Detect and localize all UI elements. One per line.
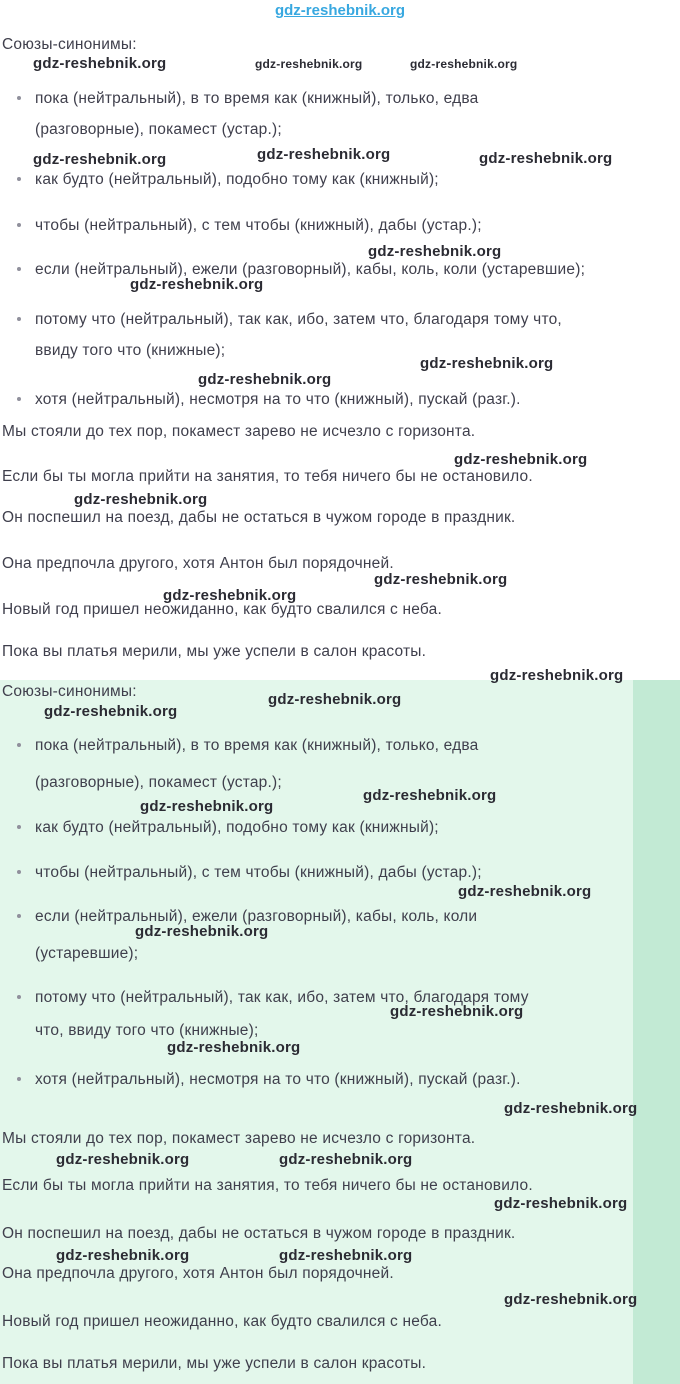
watermark: gdz-reshebnik.org	[279, 1247, 413, 1264]
watermark: gdz-reshebnik.org	[504, 1100, 638, 1117]
watermark: gdz-reshebnik.org	[458, 883, 592, 900]
watermark: gdz-reshebnik.org	[167, 1039, 301, 1056]
bullet-line: хотя (нейтральный), несмотря на то что (книжный), пускай (разг.).	[35, 391, 521, 408]
watermark: gdz-reshebnik.org	[56, 1151, 190, 1168]
bullet-line: как будто (нейтральный), подобно тому как (книжный);	[35, 171, 439, 188]
bullet-dot	[17, 995, 21, 999]
bullet-line: потому что (нейтральный), так как, ибо, затем что, благодаря тому что,	[35, 311, 562, 328]
section2-heading: Союзы-синонимы:	[2, 683, 137, 700]
watermark: gdz-reshebnik.org	[279, 1151, 413, 1168]
bullet-line: хотя (нейтральный), несмотря на то что (книжный), пускай (разг.).	[35, 1071, 521, 1088]
panel-edge-stripe	[633, 680, 680, 1384]
bullet-line: потому что (нейтральный), так как, ибо, затем что, благодаря тому	[35, 989, 529, 1006]
watermark: gdz-reshebnik.org	[56, 1247, 190, 1264]
watermark: gdz-reshebnik.org	[140, 798, 274, 815]
bullet-dot	[17, 1077, 21, 1081]
sentence: Он поспешил на поезд, дабы не остаться в чужом городе в праздник.	[2, 509, 516, 526]
bullet-line: чтобы (нейтральный), с тем чтобы (книжный), дабы (устар.);	[35, 864, 482, 881]
watermark: gdz-reshebnik.org	[74, 491, 208, 508]
bullet-line: чтобы (нейтральный), с тем чтобы (книжный), дабы (устар.);	[35, 217, 482, 234]
sentence: Мы стояли до тех пор, покамест зарево не исчезло с горизонта.	[2, 1130, 476, 1147]
bullet-dot	[17, 177, 21, 181]
watermark: gdz-reshebnik.org	[257, 146, 391, 163]
watermark: gdz-reshebnik.org	[255, 57, 363, 71]
watermark: gdz-reshebnik.org	[198, 371, 332, 388]
watermark: gdz-reshebnik.org	[390, 1003, 524, 1020]
sentence: Новый год пришел неожиданно, как будто свалился с неба.	[2, 601, 442, 618]
section1-heading: Союзы-синонимы:	[2, 36, 137, 53]
sentence: Пока вы платья мерили, мы уже успели в салон красоты.	[2, 643, 427, 660]
bullet-line: как будто (нейтральный), подобно тому как (книжный);	[35, 819, 439, 836]
bullet-dot	[17, 317, 21, 321]
watermark: gdz-reshebnik.org	[33, 151, 167, 168]
bullet-line: пока (нейтральный), в то время как (книжный), только, едва	[35, 737, 479, 754]
sentence: Он поспешил на поезд, дабы не остаться в чужом городе в праздник.	[2, 1225, 516, 1242]
watermark: gdz-reshebnik.org	[368, 243, 502, 260]
bullet-line: (разговорные), покамест (устар.);	[35, 774, 282, 791]
watermark: gdz-reshebnik.org	[454, 451, 588, 468]
sentence: Если бы ты могла прийти на занятия, то тебя ничего бы не остановило.	[2, 468, 533, 485]
sentence: Новый год пришел неожиданно, как будто свалился с неба.	[2, 1313, 442, 1330]
watermark: gdz-reshebnik.org	[135, 923, 269, 940]
bullet-dot	[17, 223, 21, 227]
sentence: Если бы ты могла прийти на занятия, то тебя ничего бы не остановило.	[2, 1177, 533, 1194]
watermark: gdz-reshebnik.org	[33, 55, 167, 72]
bullet-line: (устаревшие);	[35, 945, 139, 962]
watermark: gdz-reshebnik.org	[479, 150, 613, 167]
sentence: Мы стояли до тех пор, покамест зарево не исчезло с горизонта.	[2, 423, 476, 440]
bullet-line: (разговорные), покамест (устар.);	[35, 121, 282, 138]
bullet-line: пока (нейтральный), в то время как (книжный), только, едва	[35, 90, 479, 107]
bullet-line: если (нейтральный), ежели (разговорный), кабы, коль, коли (устаревшие);	[35, 261, 586, 278]
site-watermark-link[interactable]: gdz-reshebnik.org	[274, 2, 405, 19]
watermark: gdz-reshebnik.org	[163, 587, 297, 604]
watermark: gdz-reshebnik.org	[410, 57, 518, 71]
watermark: gdz-reshebnik.org	[130, 276, 264, 293]
bullet-dot	[17, 743, 21, 747]
bullet-dot	[17, 96, 21, 100]
bullet-dot	[17, 267, 21, 271]
watermark: gdz-reshebnik.org	[374, 571, 508, 588]
bullet-dot	[17, 870, 21, 874]
watermark: gdz-reshebnik.org	[490, 667, 624, 684]
watermark: gdz-reshebnik.org	[494, 1195, 628, 1212]
sentence: Она предпочла другого, хотя Антон был порядочней.	[2, 555, 394, 572]
bullet-dot	[17, 397, 21, 401]
bullet-dot	[17, 825, 21, 829]
bullet-line: если (нейтральный), ежели (разговорный), кабы, коль, коли	[35, 908, 478, 925]
sentence: Пока вы платья мерили, мы уже успели в салон красоты.	[2, 1355, 427, 1372]
watermark: gdz-reshebnik.org	[420, 355, 554, 372]
watermark: gdz-reshebnik.org	[504, 1291, 638, 1308]
bullet-line: что, ввиду того что (книжные);	[35, 1022, 259, 1039]
sentence: Она предпочла другого, хотя Антон был порядочней.	[2, 1265, 394, 1282]
bullet-line: ввиду того что (книжные);	[35, 342, 226, 359]
watermark: gdz-reshebnik.org	[268, 691, 402, 708]
watermark: gdz-reshebnik.org	[44, 703, 178, 720]
bullet-dot	[17, 914, 21, 918]
watermark: gdz-reshebnik.org	[363, 787, 497, 804]
